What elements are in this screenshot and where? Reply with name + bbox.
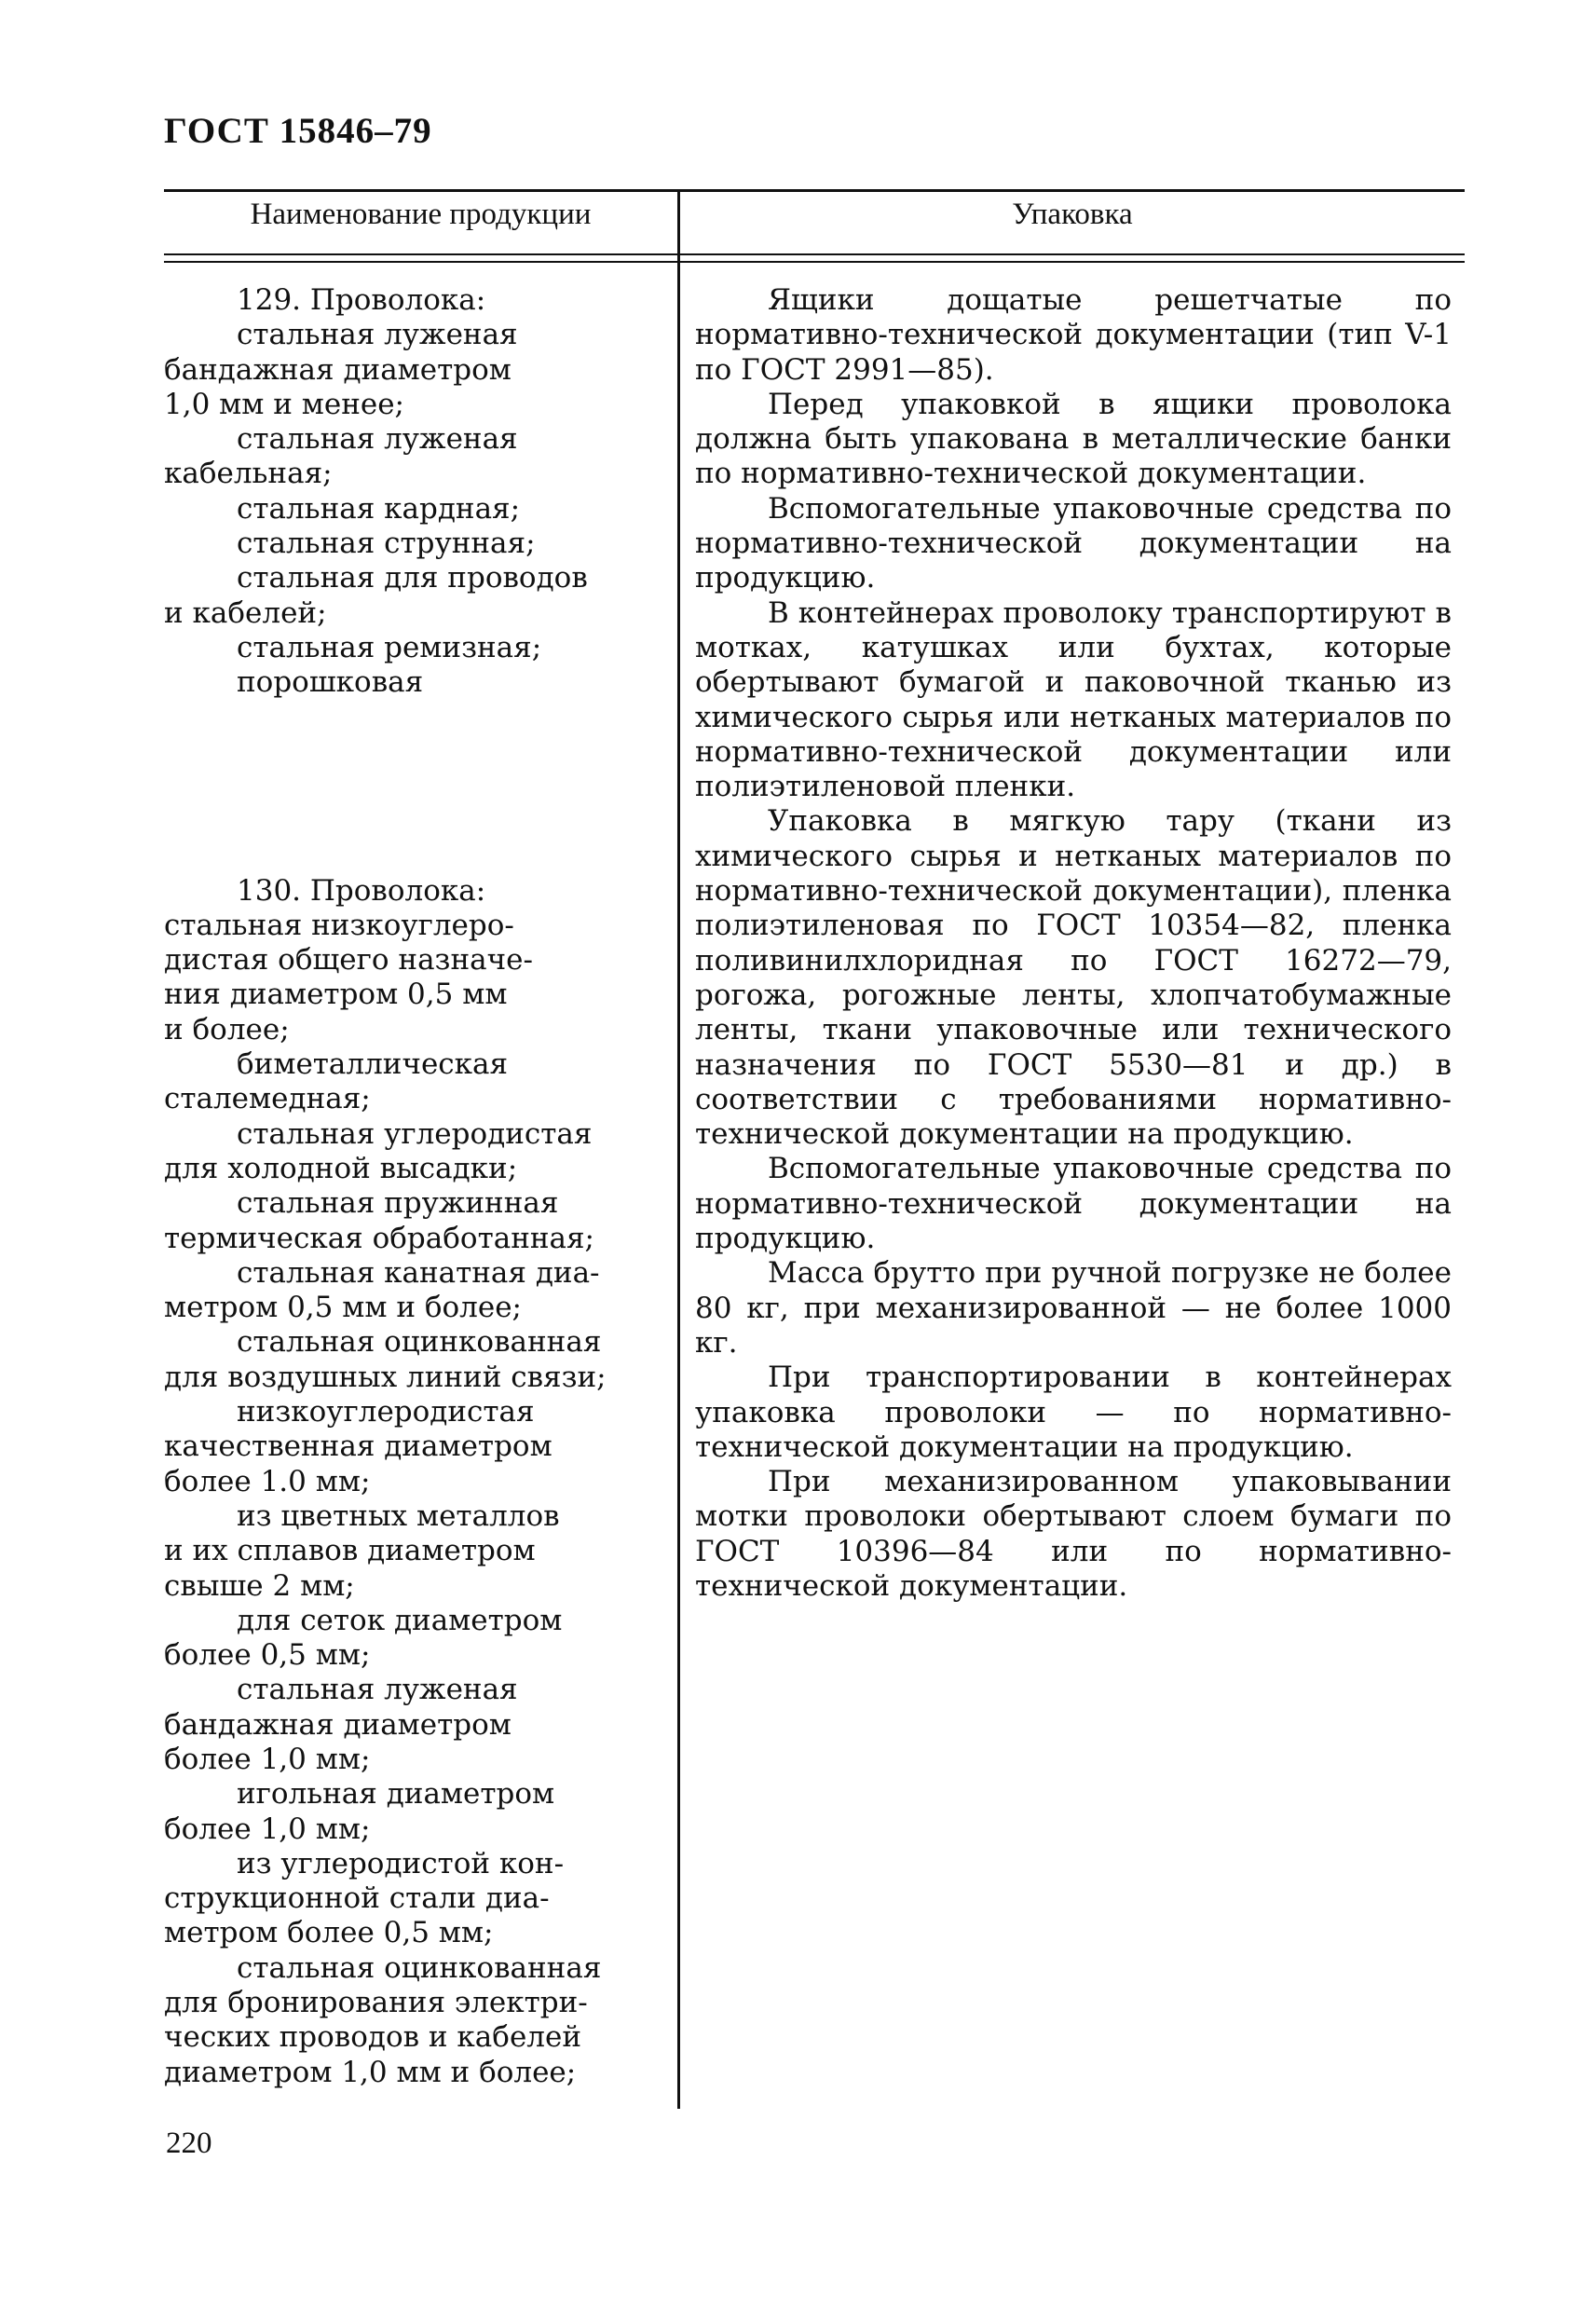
header-double-rule-lower: [164, 261, 1465, 263]
packaging-paragraph: Упаковка в мягкую тару (ткани из химического сырья и нетканых материалов по нормативно-технической документации), пленка полиэтиленовая по ГОСТ 10354—82, пленка поливинилхлоридная по ГОСТ 16272—79, рогожа, рогожные ленты, хлопчатобумажные ленты, ткани упаковочные или технического назначения по ГОСТ 5530—81 и др.) в соответствии с требованиями нормативно-технической документации на продукцию.: [695, 804, 1452, 1152]
item-gap: [164, 701, 667, 874]
product-line: низкоуглеродистая: [237, 1395, 535, 1429]
product-line: стальная оцинкованная: [237, 1325, 602, 1360]
product-line: стальная луженая: [237, 422, 518, 457]
document-title: ГОСТ 15846–79: [164, 111, 432, 151]
product-line: стальная углеродистая: [237, 1116, 593, 1151]
product-line: термическая обработанная;: [164, 1221, 595, 1255]
product-line: из углеродистой кон-: [237, 1846, 565, 1880]
product-line: стальная кардная;: [237, 491, 521, 526]
product-line: из цветных металлов: [237, 1498, 560, 1533]
column-divider: [677, 189, 680, 2109]
product-line: более 0,5 мм;: [164, 1638, 371, 1673]
product-line: и более;: [164, 1012, 290, 1046]
product-line: сталемедная;: [164, 1082, 371, 1116]
product-line: игольная диаметром: [237, 1777, 555, 1812]
product-line: 1,0 мм и менее;: [164, 387, 405, 421]
product-line: струкционной стали диа-: [164, 1881, 550, 1916]
product-line: стальная ремизная;: [237, 630, 542, 664]
product-line: стальная канатная диа-: [237, 1255, 600, 1290]
table-top-rule: [164, 189, 1465, 192]
product-line: порошковая: [237, 665, 424, 700]
packaging-paragraph: Ящики дощатые решетчатые по нормативно-технической документации (тип V-1 по ГОСТ 2991—85).: [695, 283, 1452, 387]
product-line: кабельная;: [164, 457, 333, 491]
product-name-column: [164, 283, 667, 2090]
product-line: дистая общего назначе-: [164, 943, 533, 978]
product-line: стальная струнная;: [237, 526, 536, 561]
product-line: ния диаметром 0,5 мм: [164, 978, 508, 1012]
product-line: для бронирования электри-: [164, 1986, 588, 2020]
item-129-block: [164, 283, 667, 701]
product-line: бандажная диаметром: [164, 352, 512, 387]
header-double-rule-upper: [164, 253, 1465, 255]
packaging-paragraph: При механизированном упаковывании мотки проволоки обертывают слоем бумаги по ГОСТ 10396—84 или по нормативно-технической документации.: [695, 1465, 1452, 1603]
product-line: более 1,0 мм;: [164, 1812, 371, 1846]
product-line: стальная оцинкованная: [237, 1950, 602, 1985]
packaging-paragraph: При транспортировании в контейнерах упаковка проволоки — по нормативно-технической документации на продукцию.: [695, 1361, 1452, 1464]
product-line: и кабелей;: [164, 595, 327, 630]
product-line: для воздушных линий связи;: [164, 1360, 607, 1394]
product-line: стальная луженая: [237, 1673, 518, 1707]
product-line: более 1.0 мм;: [164, 1464, 371, 1498]
product-line: качественная диаметром: [164, 1429, 552, 1464]
product-line: бандажная диаметром: [164, 1707, 512, 1742]
product-line: для холодной высадки;: [164, 1151, 518, 1185]
product-line: 130. Проволока:: [237, 873, 486, 908]
column-header-product-name: Наименование продукции: [250, 198, 592, 231]
packaging-paragraph: Перед упаковкой в ящики проволока должна быть упакована в металлические банки по нормативно-технической документации.: [695, 387, 1452, 491]
product-line: стальная луженая: [237, 318, 518, 352]
product-line: 129. Проволока:: [237, 283, 486, 317]
product-line: метром более 0,5 мм;: [164, 1916, 494, 1950]
product-line: биметаллическая: [237, 1047, 509, 1082]
packaging-paragraph: В контейнерах проволоку транспортируют в мотках, катушках или бухтах, которые обертывают бумагой и паковочной тканью из химического сырья или нетканых материалов по нормативно-технической документации или полиэтиленовой пленки.: [695, 595, 1452, 804]
packaging-column: [695, 283, 1452, 1604]
packaging-paragraph: Масса брутто при ручной погрузке не более 80 кг, при механизированной — не более 1000 кг.: [695, 1256, 1452, 1360]
product-line: стальная для проводов: [237, 561, 588, 595]
product-line: диаметром 1,0 мм и более;: [164, 2055, 577, 2089]
product-line: стальная пружинная: [237, 1186, 559, 1221]
product-line: и их сплавов диаметром: [164, 1534, 536, 1568]
page-number: 220: [166, 2126, 212, 2160]
product-line: для сеток диаметром: [237, 1603, 563, 1637]
product-line: ческих проводов и кабелей: [164, 2020, 582, 2055]
packaging-paragraph: Вспомогательные упаковочные средства по нормативно-технической документации на продукцию.: [695, 491, 1452, 595]
packaging-paragraph: Вспомогательные упаковочные средства по нормативно-технической документации на продукцию.: [695, 1152, 1452, 1256]
product-line: метром 0,5 мм и более;: [164, 1291, 522, 1325]
column-header-packaging: Упаковка: [1012, 198, 1133, 231]
product-line: свыше 2 мм;: [164, 1568, 355, 1603]
item-130-block: [164, 874, 667, 2090]
product-line: более 1,0 мм;: [164, 1742, 371, 1776]
product-line: стальная низкоуглеро-: [164, 908, 514, 942]
